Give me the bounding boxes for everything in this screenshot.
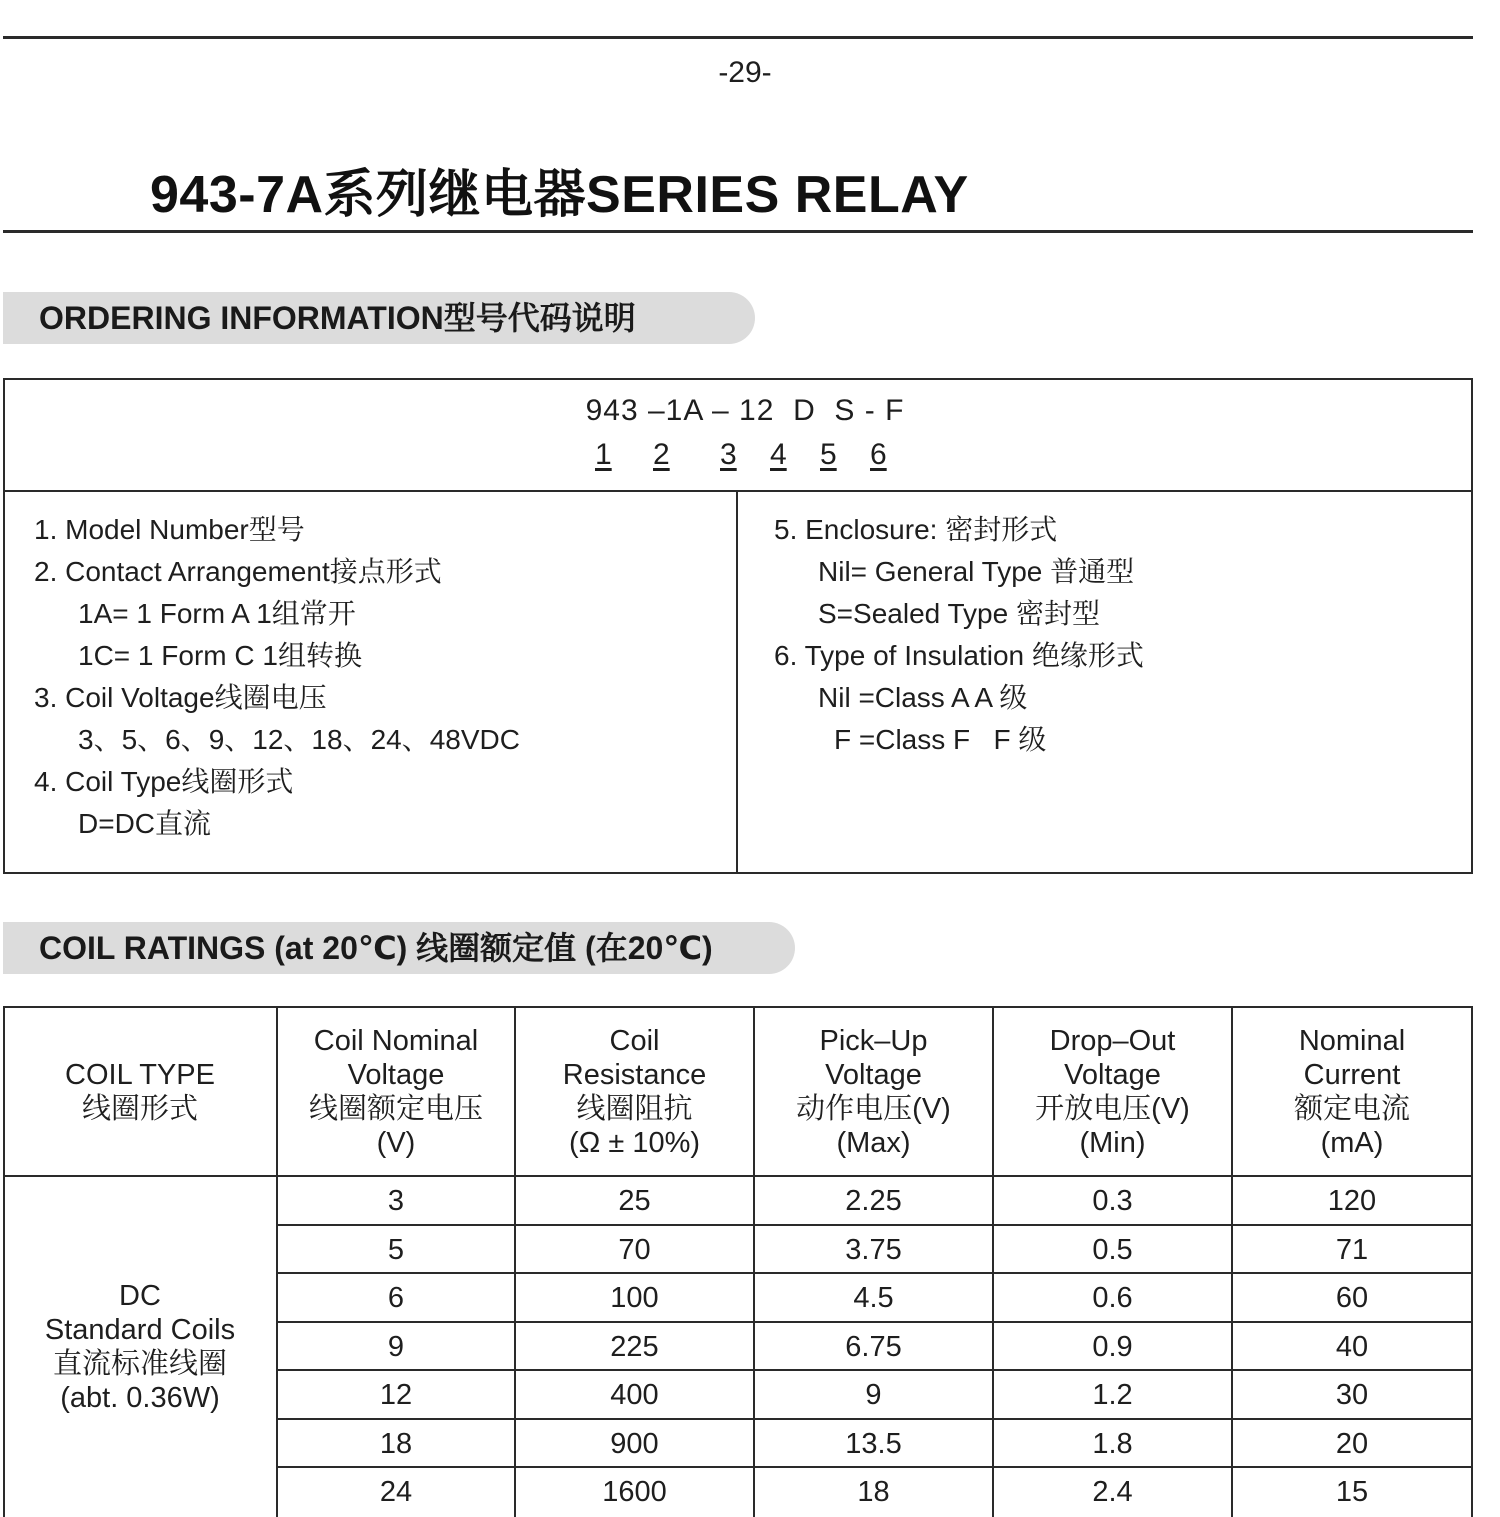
- cell-drop-out: 0.6: [1092, 1282, 1133, 1314]
- cell-resistance: 225: [610, 1331, 659, 1363]
- ordering-option: 1C= 1 Form C 1组转换: [78, 640, 362, 671]
- ordering-item: 6. Type of Insulation 绝缘形式: [774, 640, 1144, 671]
- coil-type-line: Standard Coils: [44, 1313, 236, 1346]
- header-line: Resistance: [562, 1059, 707, 1091]
- cell-resistance: 1600: [602, 1476, 667, 1508]
- cell-pick-up: 4.5: [853, 1282, 894, 1314]
- ordering-column-divider: [736, 490, 738, 874]
- header-line: Nominal: [1298, 1025, 1406, 1057]
- cell-resistance: 70: [618, 1234, 651, 1266]
- header-line: 线圈阻抗: [576, 1093, 693, 1125]
- cell-current: 120: [1327, 1185, 1377, 1217]
- position-number: 5: [820, 438, 837, 471]
- cell-nominal-voltage: 9: [387, 1331, 405, 1363]
- header-line: 线圈额定电压: [308, 1093, 483, 1125]
- cell-current: 20: [1335, 1428, 1369, 1460]
- page-title: 943-7A系列继电器SERIES RELAY: [150, 166, 969, 224]
- cell-nominal-voltage: 6: [387, 1282, 405, 1314]
- ordering-item: 2. Contact Arrangement接点形式: [34, 556, 442, 587]
- position-number: 4: [770, 438, 787, 471]
- header-line: (Min): [1079, 1127, 1146, 1159]
- ordering-divider: [3, 490, 1473, 492]
- header-pick-up-voltage: [754, 1008, 993, 1176]
- position-number: 2: [653, 438, 670, 471]
- header-line: Pick–Up: [819, 1025, 928, 1057]
- header-line: COIL TYPE: [65, 1059, 215, 1091]
- ordering-option: Nil =Class A A 级: [818, 682, 1028, 713]
- cell-resistance: 25: [618, 1185, 651, 1217]
- header-line: 额定电流: [1293, 1093, 1410, 1125]
- header-line: Voltage: [1064, 1059, 1161, 1091]
- coil-type-line: 直流标准线圈: [52, 1347, 227, 1380]
- ordering-option: D=DC直流: [78, 808, 212, 839]
- cell-current: 15: [1335, 1476, 1369, 1508]
- cell-resistance: 900: [610, 1428, 659, 1460]
- coil-type-label: [3, 1176, 277, 1517]
- cell-drop-out: 2.4: [1092, 1476, 1133, 1508]
- header-drop-out-voltage: [993, 1008, 1232, 1176]
- ordering-option: Nil= General Type 普通型: [818, 556, 1135, 587]
- ordering-heading: ORDERING INFORMATION型号代码说明: [3, 292, 755, 344]
- header-line: (mA): [1320, 1127, 1384, 1159]
- ordering-item: 3. Coil Voltage线圈电压: [34, 682, 327, 713]
- position-number: 6: [870, 438, 887, 471]
- header-line: (Max): [836, 1127, 911, 1159]
- cell-pick-up: 13.5: [845, 1428, 902, 1460]
- cell-current: 71: [1335, 1234, 1369, 1266]
- cell-current: 30: [1335, 1379, 1369, 1411]
- page-number: -29-: [718, 56, 772, 89]
- ordering-option: 1A= 1 Form A 1组常开: [78, 598, 356, 629]
- header-nominal-voltage: [277, 1008, 515, 1176]
- header-nominal-current: [1232, 1008, 1472, 1176]
- ordering-option: F =Class F F 级: [834, 724, 1047, 755]
- cell-pick-up: 6.75: [845, 1331, 902, 1363]
- header-line: Voltage: [825, 1059, 922, 1091]
- coil-ratings-heading: COIL RATINGS (at 20℃) 线圈额定值 (在20℃): [3, 922, 795, 974]
- coil-type-line: DC: [119, 1279, 161, 1312]
- ordering-option: 3、5、6、9、12、18、24、48VDC: [78, 724, 520, 755]
- cell-current: 40: [1335, 1331, 1369, 1363]
- header-line: Voltage: [347, 1059, 445, 1091]
- cell-nominal-voltage: 12: [379, 1379, 413, 1411]
- cell-drop-out: 0.9: [1092, 1331, 1133, 1363]
- title-rule: [3, 230, 1473, 233]
- cell-nominal-voltage: 18: [379, 1428, 413, 1460]
- header-line: (V): [376, 1127, 416, 1159]
- cell-pick-up: 9: [865, 1379, 882, 1411]
- ordering-item: 4. Coil Type线圈形式: [34, 766, 294, 797]
- header-line: Drop–Out: [1049, 1025, 1176, 1057]
- cell-nominal-voltage: 5: [387, 1234, 405, 1266]
- top-rule: [3, 36, 1473, 39]
- cell-pick-up: 18: [857, 1476, 890, 1508]
- coil-type-line: (abt. 0.36W): [60, 1381, 220, 1414]
- cell-drop-out: 0.5: [1092, 1234, 1133, 1266]
- ordering-option: S=Sealed Type 密封型: [818, 598, 1100, 629]
- header-coil-type: [3, 1008, 277, 1176]
- header-line: Coil: [609, 1025, 660, 1057]
- cell-resistance: 100: [610, 1282, 659, 1314]
- header-line: 动作电压(V): [796, 1093, 951, 1125]
- cell-resistance: 400: [610, 1379, 659, 1411]
- header-line: (Ω ± 10%): [568, 1127, 701, 1159]
- cell-nominal-voltage: 24: [379, 1476, 413, 1508]
- header-line: Coil Nominal: [313, 1025, 479, 1057]
- cell-nominal-voltage: 3: [387, 1185, 405, 1217]
- cell-drop-out: 0.3: [1092, 1185, 1133, 1217]
- cell-drop-out: 1.8: [1092, 1428, 1133, 1460]
- cell-current: 60: [1335, 1282, 1369, 1314]
- header-line: Current: [1303, 1059, 1401, 1091]
- ordering-item: 1. Model Number型号: [34, 514, 305, 545]
- cell-drop-out: 1.2: [1092, 1379, 1133, 1411]
- model-code: 943 –1A – 12 D S - F: [585, 394, 905, 427]
- cell-pick-up: 3.75: [845, 1234, 902, 1266]
- ordering-item: 5. Enclosure: 密封形式: [774, 514, 1058, 545]
- position-number: 3: [720, 438, 737, 471]
- header-coil-resistance: [515, 1008, 754, 1176]
- position-number: 1: [595, 438, 612, 471]
- header-line: 线圈形式: [81, 1093, 198, 1125]
- cell-pick-up: 2.25: [845, 1185, 902, 1217]
- header-line: 开放电压(V): [1035, 1093, 1190, 1125]
